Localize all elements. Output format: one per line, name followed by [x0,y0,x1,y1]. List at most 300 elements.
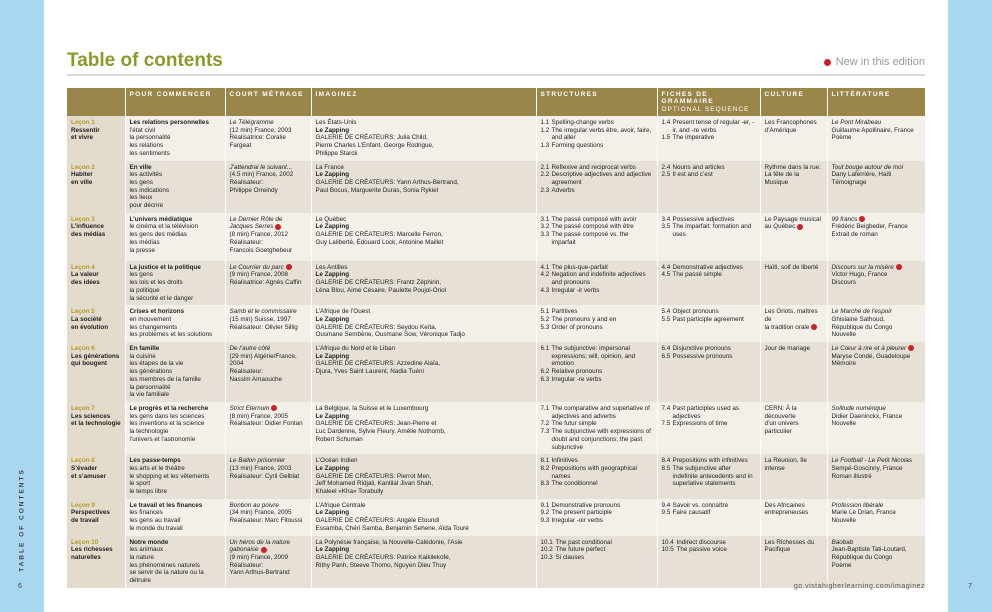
imaginez-cell-text: GALERIE DE CRÉATEURS: Jean-Pierre et [315,420,437,428]
imaginez-cell-text: Le Québec [315,215,347,223]
litterature-cell-text: Frédéric Beigbeder, France [831,223,908,231]
fiches-cell [657,454,760,499]
structures-cell-item [541,324,654,332]
culture-cell-line [765,457,824,472]
court-metrage-cell-line [230,216,308,224]
pour-commencer-cell [125,261,225,306]
culture-cell-line [765,216,824,224]
court-metrage-cell-line [230,473,308,481]
court-metrage-cell-line [230,316,308,324]
pour-commencer-cell-line [130,413,222,421]
imaginez-cell-line [316,436,533,444]
court-metrage-cell-line [230,324,308,332]
imaginez-cell-line [316,539,533,547]
imaginez-cell-line [316,360,533,368]
litterature-cell-line [832,539,922,547]
pour-commencer-cell-text: les changements [129,323,178,331]
imaginez-cell-line [316,150,533,158]
pour-commencer-cell-text: la politique [129,286,160,294]
structures-cell-item [541,546,654,554]
culture-cell-line [765,509,824,517]
pour-commencer-cell-text: En famille [129,345,160,353]
side-label: TABLE OF CONTENTS [18,468,26,572]
lesson-name: Perspectives [71,509,110,517]
imaginez-cell-line [316,216,533,224]
court-metrage-cell-text: gabonaise [229,546,259,554]
pour-commencer-cell-line [130,331,222,339]
litterature-cell-text: République du Congo [831,553,893,561]
court-metrage-cell-line [230,179,308,187]
court-metrage-cell [225,342,311,402]
pour-commencer-cell-text: les relations [129,142,164,150]
court-metrage-cell [225,536,311,588]
fiches-cell-item [662,465,757,488]
item-number: 10.1 [540,538,553,546]
lesson-number: Leçon 10 [71,538,99,546]
pour-commencer-cell-text: Le travail et les finances [129,501,203,509]
culture-cell-text: Les Griots, maîtres de [764,308,818,323]
item-number: 8.4 [661,457,671,465]
litterature-cell-line [832,171,922,179]
court-metrage-cell-text: Réalisateur: Cyril Gelblat [229,472,300,480]
lesson-name: des idées [71,279,100,287]
pour-commencer-cell-line [130,127,222,135]
pour-commencer-cell-line [130,142,222,150]
pour-commencer-cell-line [130,345,222,353]
new-edition-legend [822,56,925,68]
fiches-cell-item [662,264,757,272]
litterature-cell-text: Mémoire [831,360,856,368]
court-metrage-cell-text: Bonbon au poivre [229,501,279,509]
court-metrage-cell-line [230,353,308,361]
lesson-cell [67,536,125,588]
culture-cell-line [765,345,824,353]
structures-cell-item [541,554,654,562]
lesson-cell [67,499,125,536]
item-text: The plus-que-parfait [551,263,608,271]
item-text: The passé simple [672,271,722,279]
court-metrage-cell-text: Strict Eternum [229,404,270,412]
pour-commencer-cell-text: la cuisine [129,352,156,360]
left-margin-band [0,0,44,612]
pour-commencer-cell-text: les finances [129,509,163,517]
pour-commencer-cell-line [130,202,222,210]
imaginez-cell-text: GALERIE DE CRÉATEURS: Patrice Kaikilekofe, [315,553,451,561]
item-number: 3.5 [661,223,671,231]
structures-cell-item [541,119,654,127]
imaginez-cell-text: GALERIE DE CRÉATEURS: Seydou Keïta, [315,323,437,331]
item-text: Possessive pronouns [672,352,733,360]
pour-commencer-cell-text: les gens des médias [129,231,187,239]
item-text: The subjunctive after indefinite antecedents and in superlative statements [672,464,753,488]
structures-cell-item [541,127,654,142]
pour-commencer-cell-line [130,509,222,517]
lesson-name: de travail [71,517,99,525]
litterature-cell-line [832,517,922,525]
item-text: Past participles used as adjectives [672,404,740,420]
item-number: 8.5 [661,464,671,472]
imaginez-cell-line [316,239,533,247]
imaginez-cell-text: GALERIE DE CRÉATEURS: Frantz Zéphirin, [315,279,442,287]
fiches-cell-item [662,502,757,510]
structures-cell [536,402,657,454]
fiches-cell-item [662,316,757,324]
pour-commencer-cell-text: la technologie [129,428,169,436]
structures-cell [536,454,657,499]
court-metrage-cell-line [230,457,308,465]
court-metrage-cell-text: Yann Arthus-Bertrand [229,569,290,577]
pour-commencer-cell-text: le shopping et les vêtements [129,472,210,480]
item-text: Il est and c’est [672,171,713,179]
item-text: Possessive adjectives [672,215,735,223]
court-metrage-cell-line [230,539,308,547]
imaginez-cell [311,454,536,499]
court-metrage-cell-line [230,368,308,376]
item-text: The past conditional [555,538,612,546]
item-text: The subjunctive: impersonal expressions; will, opinion, and emotion [551,345,636,368]
fiches-cell [657,213,760,261]
imaginez-cell-text: L’Océan Indien [315,457,358,465]
new-edition-dot-icon [896,264,902,270]
litterature-cell-text: Marie Le Drian, France [831,509,896,517]
structures-cell-item [541,368,654,376]
culture-cell-line [765,264,824,272]
imaginez-cell-line [316,509,533,517]
lesson-name: en ville [71,178,93,186]
lesson-number: Leçon 3 [71,215,95,223]
pour-commencer-cell-text: les gens [129,271,153,279]
item-text: Adverbs [551,186,575,194]
lesson-cell [67,213,125,261]
website-url: go.vistahigherlearning.com/imaginez [793,583,925,590]
item-number: 6.3 [540,375,550,383]
fiches-cell [657,402,760,454]
item-number: 4.5 [661,271,671,279]
court-metrage-cell-text: (34 min) France, 2005 [229,509,292,517]
item-number: 5.1 [540,308,550,316]
court-metrage-cell [225,161,311,213]
item-number: 7.5 [661,420,671,428]
new-edition-dot-icon [286,264,292,270]
structures-cell-item [541,457,654,465]
lesson-cell [67,402,125,454]
pour-commencer-cell-line [130,405,222,413]
fiches-cell-item [662,420,757,428]
imaginez-cell-text: La Belgique, la Suisse et le Luxembourg [315,404,429,412]
litterature-cell [827,161,925,213]
pour-commencer-cell-text: les gens [129,178,153,186]
structures-cell-item [541,264,654,272]
court-metrage-cell-text: Réalisateur: Marc Fitoussi [229,517,303,525]
court-metrage-cell-text: (4.5 min) France, 2002 [229,171,294,179]
imaginez-cell-text: Le Zapping [315,464,350,472]
item-number: 1.2 [540,126,550,134]
imaginez-cell-line [316,562,533,570]
court-metrage-cell-line [230,502,308,510]
structures-cell [536,116,657,161]
litterature-cell-text: Nouvelle [831,331,857,339]
item-text: Irregular -ir verbs [551,286,600,294]
item-text: The present participle [551,509,613,517]
pour-commencer-cell-text: le sport [129,480,151,488]
pour-commencer-cell-line [130,420,222,428]
pour-commencer-cell-text: le monde du travail [129,524,183,532]
court-metrage-cell [225,499,311,536]
structures-cell-item [541,539,654,547]
culture-cell-text: Le Paysage musical [764,215,821,223]
pour-commencer-cell-line [130,554,222,562]
item-text: Infinitives [551,457,578,465]
header-fiches-sub: OPTIONAL SEQUENCE [661,106,750,113]
item-number: 10.4 [661,538,674,546]
court-metrage-cell-line [230,223,308,231]
item-number: 1.3 [540,142,550,150]
litterature-cell-text: Ghislaine Sathoud, [831,315,885,323]
court-metrage-cell-line [230,345,308,353]
new-edition-dot-icon [811,324,817,330]
header-lesson [67,88,125,116]
imaginez-cell [311,342,536,402]
imaginez-cell-text: Le Zapping [315,509,350,517]
lesson-row [67,161,925,213]
item-text: Demonstrative adjectives [672,263,743,271]
culture-cell-line [765,546,824,554]
culture-cell-line [765,171,824,186]
imaginez-cell [311,402,536,454]
item-number: 1.1 [540,119,550,126]
item-number: 7.2 [540,420,550,428]
litterature-cell-text: République du Congo [831,323,893,331]
item-text: The subjunctive with expressions of doubt and conjunctions; the past subjunctive [551,428,651,451]
litterature-cell-text: Profession libérale [831,501,884,509]
pour-commencer-cell-line [130,488,222,496]
lesson-cell [67,342,125,402]
imaginez-cell-line [316,502,533,510]
litterature-cell-text: Poème [831,134,852,142]
imaginez-cell-line [316,264,533,272]
item-number: 7.1 [540,404,550,412]
pour-commencer-cell-text: le cinéma et la télévision [129,223,199,231]
litterature-cell-line [832,353,922,361]
lesson-cell [67,161,125,213]
court-metrage-cell-line [230,562,308,570]
culture-cell [760,499,827,536]
court-metrage-cell-text: (9 min) France, 2009 [229,553,288,561]
culture-cell-text: Rythme dans la rue: [764,163,821,171]
lesson-row [67,499,925,536]
structures-cell-item [541,428,654,451]
imaginez-cell-text: Djura, Yves Saint Laurent, Nadia Tuéni [315,368,424,376]
item-text: The irregular verbs être, avoir, faire, and aller [551,126,652,142]
item-number: 2.5 [661,171,671,179]
lesson-number: Leçon 2 [71,163,95,171]
item-number: 1.5 [661,134,671,142]
court-metrage-cell-line [230,231,308,239]
item-text: The passé composé with avoir [551,215,637,223]
fiches-cell [657,536,760,588]
pour-commencer-cell-text: les inventions et la science [129,420,205,428]
item-text: Disjunctive pronouns [672,345,731,353]
page-title: Table of contents [67,50,223,71]
new-edition-dot-icon [261,547,267,553]
court-metrage-cell-text: Samb et le commissaire [229,308,297,316]
pour-commencer-cell-text: les indications [129,186,170,194]
pour-commencer-cell-line [130,517,222,525]
imaginez-cell-text: Essamba, Chéri Samba, Benjamin Sehene, Aïda Touré [315,524,469,532]
culture-cell [760,305,827,342]
item-number: 4.1 [540,263,550,271]
imaginez-cell [311,536,536,588]
item-number: 3.1 [540,215,550,223]
lesson-name: S’évader [71,464,98,472]
court-metrage-cell-line [230,171,308,179]
item-number: 9.3 [540,517,550,525]
item-number: 10.2 [540,546,553,554]
court-metrage-cell-text: (13 min) France, 2003 [229,464,292,472]
fiches-cell-item [662,546,757,554]
imaginez-cell-line [316,480,533,488]
litterature-cell-line [832,164,922,172]
imaginez-cell [311,116,536,161]
court-metrage-cell-text: Philippe Orreindy [229,186,278,194]
culture-cell-text: Les Francophones [764,119,817,126]
culture-cell-text: au Québec [764,223,796,231]
litterature-cell-text: Tout bouge autour de moi [831,163,904,171]
header-court-metrage: COURT MÉTRAGE [225,88,311,116]
header-structures: STRUCTURES [536,88,657,116]
new-edition-dot-icon [908,345,914,351]
structures-cell-item [541,345,654,368]
imaginez-cell-line [316,457,533,465]
item-number: 3.4 [661,215,671,223]
imaginez-cell-text: Philippe Starck [315,149,358,157]
imaginez-cell-text: Les États-Unis [315,119,357,126]
item-number: 9.4 [661,501,671,509]
imaginez-cell-text: L’Afrique du Nord et le Liban [315,345,395,353]
new-edition-label: New in this edition [835,56,925,68]
imaginez-cell-line [316,231,533,239]
court-metrage-cell-line [230,279,308,287]
pour-commencer-cell-line [130,480,222,488]
court-metrage-cell-line [230,509,308,517]
lesson-number: Leçon 7 [71,404,95,412]
fiches-cell-item [662,345,757,353]
item-text: Expressions of time [672,420,728,428]
imaginez-cell [311,261,536,306]
pour-commencer-cell-line [130,194,222,202]
lesson-number: Leçon 9 [71,501,95,509]
pour-commencer-cell-line [130,295,222,303]
structures-cell-item [541,509,654,517]
culture-cell-line [765,119,824,127]
fiches-cell [657,305,760,342]
imaginez-cell [311,305,536,342]
item-number: 9.5 [661,509,671,517]
culture-cell-text: entrepreneuses [764,509,809,517]
court-metrage-cell [225,305,311,342]
court-metrage-cell-text: 2004 [229,360,244,368]
new-edition-dot-icon [271,405,277,411]
pour-commencer-cell-text: la nature [129,553,155,561]
item-number: 2.1 [540,163,550,171]
litterature-cell-line [832,509,922,517]
lesson-number: Leçon 5 [71,308,95,316]
item-text: Prepositions with infinitives [672,457,748,465]
header-pour-commencer: POUR COMMENCER [125,88,225,116]
culture-cell-line [765,539,824,547]
imaginez-cell-line [316,279,533,287]
fiches-cell [657,499,760,536]
item-number: 9.1 [540,501,550,509]
fiches-cell [657,161,760,213]
culture-cell-text: Des Africaines [764,501,805,509]
lesson-name: en évolution [71,323,109,331]
court-metrage-cell-line [230,420,308,428]
new-edition-dot-icon [824,59,831,66]
litterature-cell-line [832,413,922,421]
pour-commencer-cell-line [130,376,222,384]
structures-cell-item [541,164,654,172]
lesson-name: Les sciences [71,412,111,420]
litterature-cell-text: Roman illustré [831,472,872,480]
litterature-cell-text: Maryse Condé, Guadeloupe [831,352,911,360]
fiches-cell-item [662,271,757,279]
litterature-cell-line [832,360,922,368]
pour-commencer-cell-line [130,308,222,316]
imaginez-cell-text: La France [315,163,344,171]
lesson-number: Leçon 6 [71,345,95,353]
litterature-cell [827,499,925,536]
litterature-cell-text: Solitude numérique [831,404,886,412]
structures-cell-item [541,271,654,286]
lesson-name: qui bougent [71,360,108,368]
imaginez-cell-text: Le Zapping [315,171,350,179]
culture-cell [760,213,827,261]
structures-cell-item [541,308,654,316]
litterature-cell-line [832,279,922,287]
structures-cell [536,499,657,536]
pour-commencer-cell-line [130,223,222,231]
pour-commencer-cell-text: les sentiments [129,149,170,157]
lesson-row [67,305,925,342]
imaginez-cell-line [316,525,533,533]
item-text: Present tense of regular -er, -ir, and -re verbs [672,119,755,134]
item-text: Savoir vs. connaître [672,501,729,509]
item-text: The future perfect [555,546,606,554]
lesson-name: La valeur [71,271,99,279]
header-row [67,88,925,116]
litterature-cell-line [832,324,922,332]
court-metrage-cell-text: (8 min) France, 2005 [229,412,288,420]
imaginez-cell-text: Jeff Mohamed Ridjali, Kantilal Jivan Shah, [315,480,433,488]
imaginez-cell-line [316,546,533,554]
lesson-number: Leçon 4 [71,263,95,271]
pour-commencer-cell-line [130,264,222,272]
lesson-cell [67,305,125,342]
court-metrage-cell-text: Réalisatrice: Agnès Caffin [229,279,302,287]
culture-cell-text: CERN: À la découverte [764,404,797,420]
litterature-cell-line [832,223,922,231]
pour-commencer-cell [125,454,225,499]
page-number-right: 7 [968,583,972,590]
imaginez-cell-line [316,171,533,179]
imaginez-cell-text: Le Zapping [315,546,350,554]
court-metrage-cell-line [230,119,308,127]
litterature-cell [827,213,925,261]
litterature-cell-line [832,119,922,127]
new-edition-dot-icon [859,216,865,222]
header-culture: CULTURE [760,88,827,116]
